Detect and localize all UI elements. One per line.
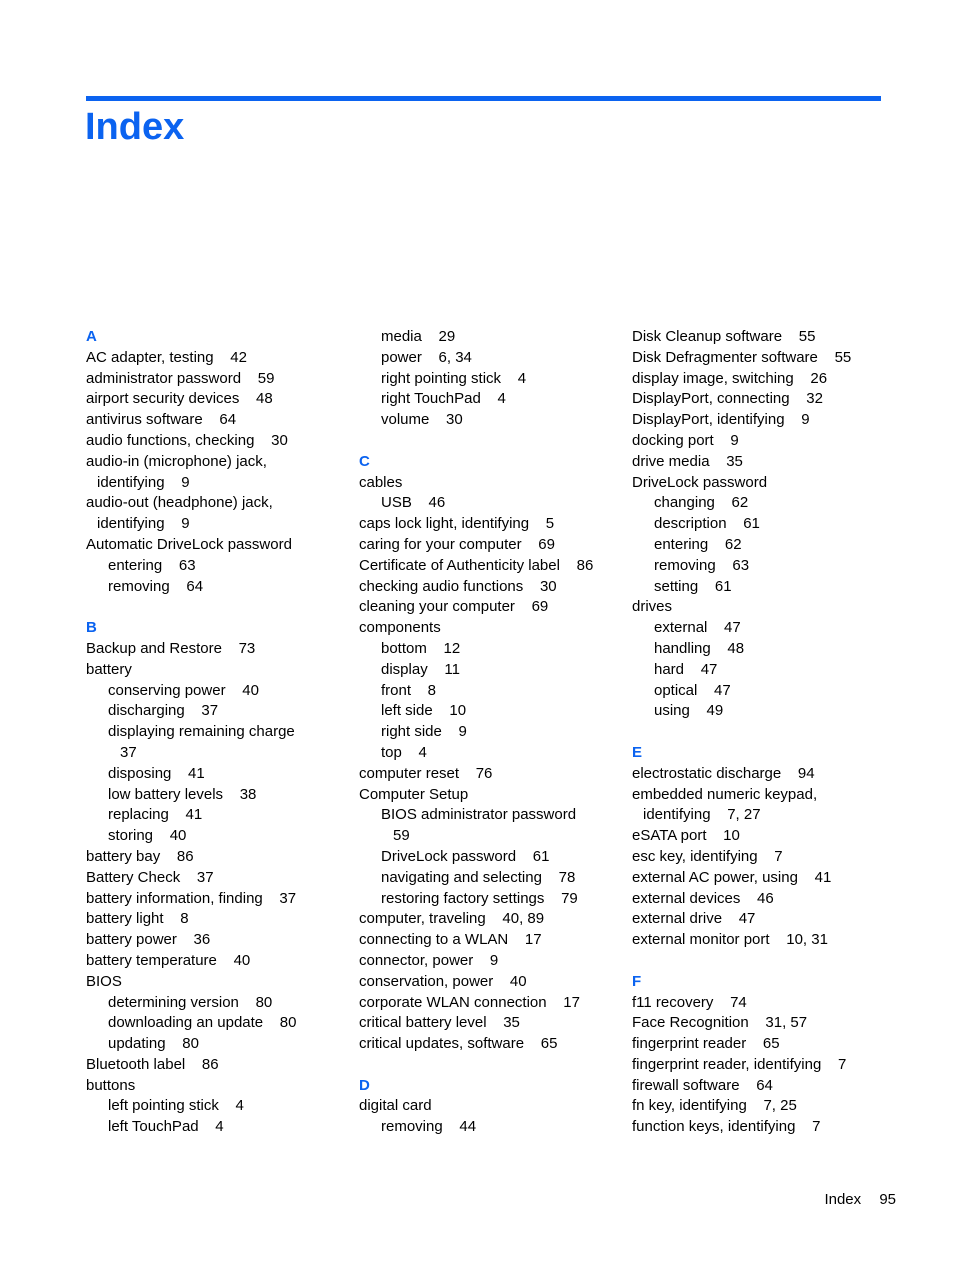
index-entry: battery temperature 40 bbox=[86, 951, 251, 969]
title-rule bbox=[86, 96, 881, 101]
section-gap bbox=[632, 722, 902, 743]
index-subentry: USB 46 bbox=[381, 494, 446, 512]
index-subentry: front 8 bbox=[381, 681, 437, 699]
index-entry: Disk Defragmenter software 55 bbox=[632, 348, 852, 366]
index-entry: conservation, power 40 bbox=[359, 972, 527, 990]
index-entry: Automatic DriveLock password bbox=[86, 535, 292, 553]
index-entry: firewall software 64 bbox=[632, 1076, 773, 1094]
index-entry: f11 recovery 74 bbox=[632, 993, 747, 1011]
index-subentry: low battery levels 38 bbox=[108, 785, 257, 803]
index-subentry: left pointing stick 4 bbox=[108, 1097, 244, 1115]
index-subentry: DriveLock password 61 bbox=[381, 847, 550, 865]
index-subentry: power 6, 34 bbox=[381, 348, 472, 366]
index-entry: electrostatic discharge 94 bbox=[632, 764, 815, 782]
index-subentry: determining version 80 bbox=[108, 993, 273, 1011]
section-gap bbox=[86, 597, 356, 618]
index-subentry-continuation: 37 bbox=[120, 743, 137, 761]
index-subentry: changing 62 bbox=[654, 494, 749, 512]
section-gap bbox=[359, 431, 629, 452]
index-entry: fingerprint reader 65 bbox=[632, 1035, 780, 1053]
footer-label: Index bbox=[824, 1191, 862, 1208]
index-entry: checking audio functions 30 bbox=[359, 577, 557, 595]
index-subentry: using 49 bbox=[654, 702, 724, 720]
index-entry: components bbox=[359, 619, 441, 637]
index-entry: DisplayPort, identifying 9 bbox=[632, 411, 810, 429]
index-entry: esc key, identifying 7 bbox=[632, 847, 783, 865]
index-subentry: right pointing stick 4 bbox=[381, 369, 527, 387]
index-entry: connector, power 9 bbox=[359, 951, 499, 969]
index-entry: external AC power, using 41 bbox=[632, 868, 832, 886]
index-subentry: handling 48 bbox=[654, 639, 745, 657]
index-subentry: right side 9 bbox=[381, 723, 467, 741]
index-entry: fn key, identifying 7, 25 bbox=[632, 1097, 797, 1115]
index-entry: corporate WLAN connection 17 bbox=[359, 993, 580, 1011]
index-subentry: entering 62 bbox=[654, 535, 742, 553]
section-letter: C bbox=[359, 452, 370, 470]
index-subentry: BIOS administrator password bbox=[381, 806, 577, 824]
section-letter: A bbox=[86, 328, 97, 345]
index-entry: display image, switching 26 bbox=[632, 369, 828, 387]
index-subentry: right TouchPad 4 bbox=[381, 390, 506, 408]
index-subentry: media 29 bbox=[381, 328, 456, 345]
index-subentry: conserving power 40 bbox=[108, 681, 259, 699]
index-entry: DriveLock password bbox=[632, 473, 768, 491]
section-letter: E bbox=[632, 743, 643, 761]
index-subentry: left TouchPad 4 bbox=[108, 1118, 224, 1136]
index-entry: battery bay 86 bbox=[86, 847, 194, 865]
index-entry: external monitor port 10, 31 bbox=[632, 931, 828, 949]
index-entry: AC adapter, testing 42 bbox=[86, 348, 247, 366]
index-entry: critical battery level 35 bbox=[359, 1014, 520, 1032]
page-title: Index bbox=[85, 106, 185, 148]
index-subentry: storing 40 bbox=[108, 827, 187, 845]
index-subentry: top 4 bbox=[381, 743, 427, 761]
index-entry-continuation: identifying 9 bbox=[97, 515, 190, 533]
index-subentry: updating 80 bbox=[108, 1035, 199, 1053]
index-subentry-continuation: 59 bbox=[393, 827, 410, 845]
index-subentry: left side 10 bbox=[381, 702, 467, 720]
index-entry: airport security devices 48 bbox=[86, 390, 273, 408]
index-subentry: displaying remaining charge bbox=[108, 723, 295, 741]
index-entry: caring for your computer 69 bbox=[359, 535, 555, 553]
index-entry: external drive 47 bbox=[632, 910, 756, 928]
index-entry: buttons bbox=[86, 1076, 136, 1094]
index-entry: digital card bbox=[359, 1097, 432, 1115]
index-entry: Certificate of Authenticity label 86 bbox=[359, 556, 594, 574]
section-gap bbox=[359, 1055, 629, 1076]
index-entry: eSATA port 10 bbox=[632, 827, 740, 845]
index-entry: battery information, finding 37 bbox=[86, 889, 297, 907]
index-entry: computer, traveling 40, 89 bbox=[359, 910, 545, 928]
index-column-2 bbox=[359, 327, 629, 1138]
index-column-3 bbox=[632, 327, 902, 1138]
index-entry: Backup and Restore 73 bbox=[86, 639, 256, 657]
index-subentry: replacing 41 bbox=[108, 806, 203, 824]
index-entry: drive media 35 bbox=[632, 452, 743, 470]
index-entry: battery bbox=[86, 660, 132, 678]
index-entry: antivirus software 64 bbox=[86, 411, 237, 429]
index-entry: audio-out (headphone) jack, bbox=[86, 494, 273, 512]
index-subentry: optical 47 bbox=[654, 681, 731, 699]
index-entry: drives bbox=[632, 598, 673, 616]
index-entry: critical updates, software 65 bbox=[359, 1035, 558, 1053]
index-subentry: volume 30 bbox=[381, 411, 463, 429]
index-subentry: entering 63 bbox=[108, 556, 196, 574]
section-gap bbox=[632, 951, 902, 972]
index-subentry: display 11 bbox=[381, 660, 460, 678]
index-subentry: restoring factory settings 79 bbox=[381, 889, 578, 907]
index-entry: embedded numeric keypad, bbox=[632, 785, 818, 803]
section-letter: B bbox=[86, 619, 97, 637]
index-subentry: bottom 12 bbox=[381, 639, 461, 657]
index-entry: BIOS bbox=[86, 972, 122, 990]
index-entry: computer reset 76 bbox=[359, 764, 493, 782]
index-entry: Bluetooth label 86 bbox=[86, 1055, 219, 1073]
page-number: 95 bbox=[879, 1191, 896, 1208]
index-entry-continuation: identifying 9 bbox=[97, 473, 190, 491]
index-subentry: discharging 37 bbox=[108, 702, 219, 720]
index-subentry: downloading an update 80 bbox=[108, 1014, 297, 1032]
page-footer bbox=[810, 1191, 896, 1208]
section-letter: F bbox=[632, 972, 642, 990]
index-entry: cables bbox=[359, 473, 403, 491]
index-entry: function keys, identifying 7 bbox=[632, 1118, 821, 1136]
index-subentry: navigating and selecting 78 bbox=[381, 868, 576, 886]
index-entry: battery power 36 bbox=[86, 931, 211, 949]
index-entry: external devices 46 bbox=[632, 889, 774, 907]
index-entry: connecting to a WLAN 17 bbox=[359, 931, 542, 949]
index-entry: Face Recognition 31, 57 bbox=[632, 1014, 808, 1032]
index-entry: caps lock light, identifying 5 bbox=[359, 515, 555, 533]
index-entry: Disk Cleanup software 55 bbox=[632, 328, 816, 345]
index-entry: administrator password 59 bbox=[86, 369, 275, 387]
index-entry: DisplayPort, connecting 32 bbox=[632, 390, 823, 408]
index-subentry: setting 61 bbox=[654, 577, 732, 595]
index-entry: docking port 9 bbox=[632, 431, 739, 449]
index-subentry: removing 44 bbox=[381, 1118, 477, 1136]
index-entry-continuation: identifying 7, 27 bbox=[643, 806, 761, 824]
index-entry: Computer Setup bbox=[359, 785, 469, 803]
index-subentry: hard 47 bbox=[654, 660, 718, 678]
section-letter: D bbox=[359, 1076, 370, 1094]
index-entry: Battery Check 37 bbox=[86, 868, 214, 886]
index-entry: audio functions, checking 30 bbox=[86, 431, 288, 449]
index-subentry: removing 63 bbox=[654, 556, 750, 574]
index-entry: battery light 8 bbox=[86, 910, 189, 928]
index-entry: audio-in (microphone) jack, bbox=[86, 452, 267, 470]
index-entry: fingerprint reader, identifying 7 bbox=[632, 1055, 847, 1073]
index-subentry: description 61 bbox=[654, 515, 760, 533]
index-subentry: removing 64 bbox=[108, 577, 204, 595]
index-entry: cleaning your computer 69 bbox=[359, 598, 549, 616]
index-subentry: disposing 41 bbox=[108, 764, 205, 782]
index-column-1 bbox=[86, 327, 356, 1138]
index-subentry: external 47 bbox=[654, 619, 741, 637]
